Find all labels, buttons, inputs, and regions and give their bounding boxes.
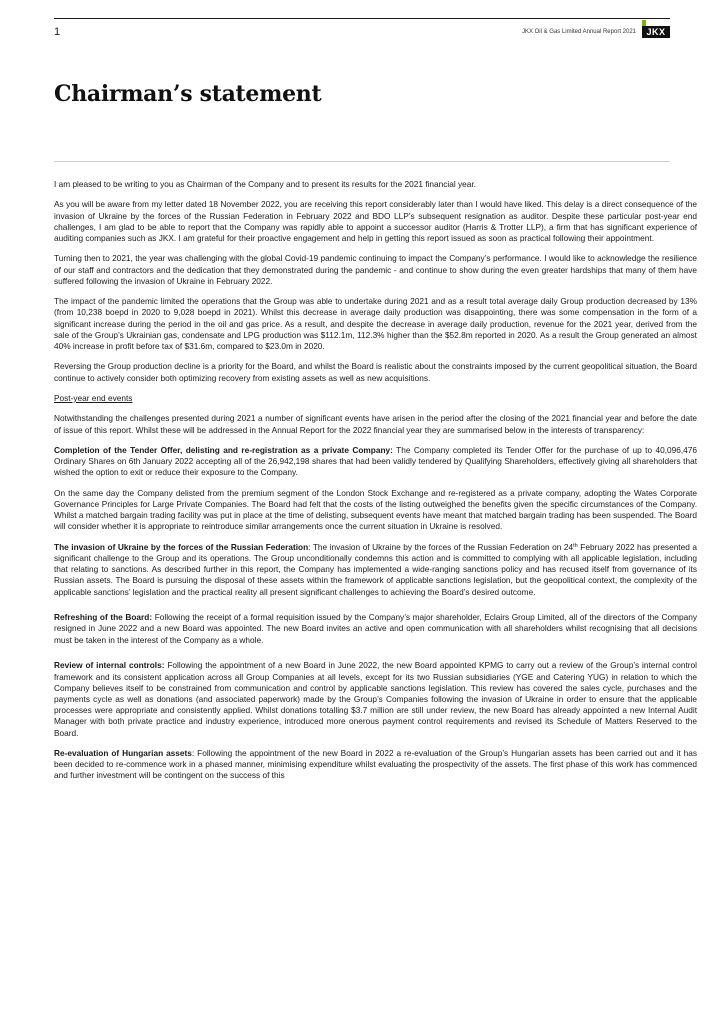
hungary-lead: Re-evaluation of Hungarian assets [54,748,192,758]
logo-text: JKX [642,26,670,38]
paragraph-delisting: On the same day the Company delisted from the premium segment of the London Stock Exchange and re-registered as a private company, adopting the Wates Corporate Governance Principles for Large Private Companies. The Board had felt that the costs of the listing outweighed the benefits given the specific circumstances of the Company. Whilst a matched bargain trading facility was put in place at the time of delisting, subsequent events have meant that matched bargain trading has been suspended. The Board will consider whether it is appropriate to reintroduce similar arrangements once the current situation in Ukraine is resolved. [54,487,697,532]
paragraph-delay: As you will be aware from my letter dated 18 November 2022, you are receiving this report considerably later than I would have liked. This delay is a direct consequence of the invasion of Ukraine by the forces of the Russian Federation in February 2022 and BDO LLP’s subsequent resignation as auditor. Despite these particular post-year end challenges, I am glad to be able to report that the Company was rapidly able to appoint a successor auditor (Harris & Trotter LLP), a firm that has significant experience of auditing companies such as JKX. I am grateful for their proactive engagement and help in getting this report issued as soon as practical following their appointment. [54,199,697,243]
tender-offer-text: The Company completed its Tender Offer for the purchase of up to 40,096,476 Ordinary Shares on 6th January 2022 accepting all of the 26,942,198 shares that had been validly tendered by Qualifying Shareholders, effectively giving all shareholders that wished the option to exit or reduce their exposure to the Company. [54,444,698,478]
paragraph-board [54,612,697,646]
page-header [54,18,670,44]
page-title: Chairman’s statement [54,81,322,107]
header-rule [54,18,670,19]
statement-body [54,179,697,791]
paragraph-intro: I am pleased to be writing to you as Chairman of the Company and to present its results for the 2021 financial year. [54,179,476,189]
title-divider [54,161,670,162]
board-lead: Refreshing of the Board: [54,612,153,623]
controls-text: Following the appointment of a new Board in June 2022, the new Board appointed KPMG to carry out a review of the Group’s internal control framework and its consistent application across all Group Companies at all levels, except for its two Russian subsidiaries (YGE and Catering YUG) in relation to which the Company believes itself to be constrained from communication and control by applicable sanctions legislation. This review has covered the sales cycle, purchases and the payments cycle as well as donations (and associated paperwork) made by the Group’s Companies following the invasion of Ukraine in order to ensure that the applicable processes were appropriate and consistently applied. Whilst donations totalling $3.7 million are still under review, the new Board has already appointed a new Internal Audit Manager with both private practice and industry experience, introduced more onerous payment control requirements and revised its Schedule of Matters Reserved to the Board. [54,660,697,738]
invasion-text-1: : The invasion of Ukraine by the forces of the Russian Federation on 24 [308,541,574,552]
paragraph-2021: Turning then to 2021, the year was challenging with the global Covid-19 pandemic continuing to impact the Company’s performance. I would like to acknowledge the resilience of our staff and contractors and the dedication that they demonstrated during the pandemic - and continue to show during the even greater hardships that many of them have suffered following the invasion of Ukraine in February 2022. [54,253,697,286]
paragraph-hungarian-assets [54,748,697,782]
paragraph-production-priority: Reversing the Group production decline is a priority for the Board, and whilst the Board is realistic about the constraints imposed by the current geopolitical situation, the Board continue to actively consider both optimizing recovery from existing assets as well as new acquisitions. [54,361,697,383]
paragraph-pandemic-impact: The impact of the pandemic limited the operations that the Group was able to undertake during 2021 and as a result total average daily Group production decreased by 13% (from 10,238 boepd in 2020 to 9,028 boepd in 2021). Whilst this decrease in average daily production was disappointing, there was some compensation in the form of a significant increase during the period in the oil and gas price. As a result, and despite the decrease in average daily production, revenue for the 2021 year, derived from the sale of the Group’s Ukrainian gas, condensate and LPG production was $112.1m, 112.3% higher than the $52.8m reported in 2020. As a result the Group generated an almost 40% increase in profit before tax of $31.6m, compared to $23.0m in 2020. [54,296,697,351]
paragraph-post-year-intro: Notwithstanding the challenges presented during 2021 a number of significant events have arisen in the period after the closing of the 2021 financial year and before the date of issue of this report. Whilst these will be addressed in the Annual Report for the 2022 financial year they are summarised below in the interests of transparency: [54,413,697,435]
jkx-logo [642,20,670,40]
invasion-lead: The invasion of Ukraine by the forces of the Russian Federation [54,541,309,552]
page-number: 1 [54,26,61,38]
section-heading-post-year-end: Post-year end events [54,392,133,403]
tender-offer-lead: Completion of the Tender Offer, delisting and re-registration as a private Company: [54,444,393,455]
invasion-text-2: February 2022 has presented a significant challenge to the Group and its operations. The Group unconditionally condemns this action and is committed to complying with all applicable legislation, including that relating to sanctions. As described further in this report, the Company has implemented a wide-ranging sanctions policy and has recused itself from governance of its Russian assets. The Board is pursuing the disposal of these assets within the framework of applicable sanctions legislation, but the geopolitical context, the complexity of the applicable sanctions’ legislation and the practical reality all present significant challenges to achieving the Board’s desired outcome. [54,541,698,597]
paragraph-internal-controls [54,660,697,738]
controls-lead: Review of internal controls: [54,660,165,671]
report-title: JKX Oil & Gas Limited Annual Report 2021 [521,29,636,35]
board-text: Following the receipt of a formal requisition issued by the Company’s major shareholder, Eclairs Group Limited, all of the directors of the Company resigned in June 2022 and a new Board was appointed. The new Board invites an active and open communication with all shareholders whilst recognising that all decisions must be taken in the interest of the Company as a whole. [54,612,698,645]
paragraph-tender-offer [54,445,697,479]
hungary-text: : Following the appointment of the new Board in 2022 a re-evaluation of the Group’s Hungarian assets has been carried out and it has been decided to re-commence work in a phased manner, minimising expenditure whilst evaluating the prospectivity of the assets. The first phase of this work has commenced and further investment will be contingent on the success of this [54,748,697,781]
invasion-superscript: th [573,542,578,549]
paragraph-invasion [54,542,697,598]
